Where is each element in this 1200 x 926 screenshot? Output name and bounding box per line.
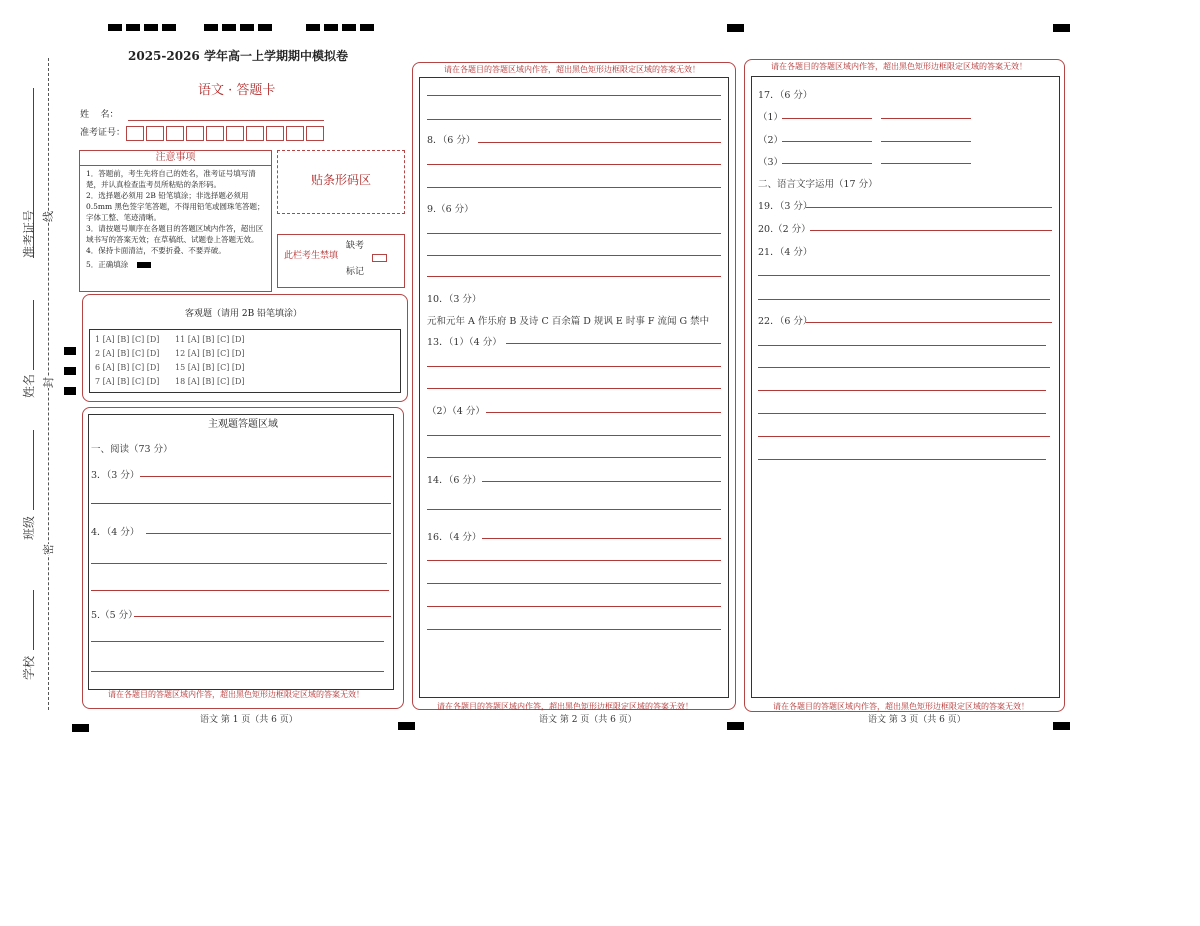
timing-mark	[1053, 722, 1070, 730]
timing-mark	[108, 24, 122, 31]
page-3-footer: 语文 第 3 页（共 6 页）	[868, 715, 966, 725]
answer-line[interactable]	[427, 435, 721, 436]
question-8-label: 8．（6 分）	[427, 135, 476, 146]
digit-cell[interactable]	[126, 126, 144, 141]
digit-cell[interactable]	[226, 126, 244, 141]
binding-seal-label: 封	[42, 377, 55, 388]
boundary-warning: 请在各题目的答题区域内作答，超出黑色矩形边框限定区域的答案无效！	[771, 62, 1027, 71]
sheet-subtitle: 语文 · 答题卡	[198, 83, 276, 98]
digit-cell[interactable]	[246, 126, 264, 141]
binding-class-label: 班级	[22, 515, 36, 540]
answer-line[interactable]	[427, 388, 721, 389]
boundary-warning: 请在各题目的答题区域内作答，超出黑色矩形边框限定区域的答案无效！	[444, 65, 700, 74]
filled-bubble-sample	[137, 262, 151, 268]
answer-line[interactable]	[134, 616, 391, 617]
objective-row-2-left[interactable]: 2 [A] [B] [C] [D]	[95, 349, 160, 358]
answer-line[interactable]	[427, 119, 721, 120]
objective-row-2-right[interactable]: 12 [A] [B] [C] [D]	[175, 349, 245, 358]
question-20-label: 20.（2 分）	[758, 224, 811, 235]
name-field[interactable]	[128, 120, 324, 121]
notice-item: 5．正确填涂	[86, 260, 129, 269]
answer-line[interactable]	[482, 481, 721, 482]
answer-line[interactable]	[427, 366, 721, 367]
timing-mark	[240, 24, 254, 31]
objective-row-4-left[interactable]: 7 [A] [B] [C] [D]	[95, 377, 160, 386]
answer-line[interactable]	[782, 163, 872, 164]
answer-line[interactable]	[881, 163, 971, 164]
timing-mark	[72, 724, 89, 732]
notice-item: 2．选择题必须用 2B 铅笔填涂；非选择题必须用 0.5mm 黑色签字笔答题，不得用铅笔或圆珠笔答题；字体工整、笔迹清晰。	[86, 191, 265, 222]
barcode-label: 贴条形码区	[310, 173, 371, 187]
answer-line[interactable]	[427, 509, 721, 510]
question-21-label: 21．（4 分）	[758, 247, 813, 258]
answer-line[interactable]	[881, 141, 971, 142]
answer-line[interactable]	[146, 533, 391, 534]
exam-number-cells[interactable]	[126, 126, 326, 141]
timing-mark	[342, 24, 356, 31]
question-22-label: 22．（6 分）	[758, 316, 813, 327]
timing-mark	[727, 722, 744, 730]
question-10-label: 10．（3 分）	[427, 294, 482, 305]
question-14-label: 14．（6 分）	[427, 475, 482, 486]
notice-item: 3．请按题号顺序在各题目的答题区域内作答，超出区域书写的答案无效；在草稿纸、试题卷上答题无效。	[86, 224, 264, 244]
timing-mark	[162, 24, 176, 31]
question-3-label: 3．（3 分）	[91, 470, 140, 481]
sheet-title: 2025-2026 学年高一上学期期中模拟卷	[128, 49, 348, 63]
objective-region	[82, 294, 408, 402]
answer-line[interactable]	[91, 590, 389, 591]
section-language-label: 二、语言文字运用（17 分）	[758, 179, 878, 190]
question-17-1-label: （1）	[758, 112, 784, 123]
binding-underline	[33, 430, 34, 510]
answer-line[interactable]	[140, 476, 391, 477]
question-5-label: 5.（5 分）	[91, 610, 138, 621]
boundary-warning: 请在各题目的答题区域内作答，超出黑色矩形边框限定区域的答案无效！	[773, 702, 1029, 711]
answer-line[interactable]	[881, 118, 971, 119]
binding-secret-label: 密	[42, 544, 55, 555]
timing-mark	[204, 24, 218, 31]
page-3-inner	[751, 76, 1060, 698]
question-16-label: 16．（4 分）	[427, 532, 482, 543]
exam-number-label: 准考证号：	[80, 128, 126, 138]
digit-cell[interactable]	[266, 126, 284, 141]
timing-mark	[64, 387, 76, 395]
question-17-label: 17．（6 分）	[758, 90, 813, 101]
answer-line[interactable]	[478, 142, 721, 143]
timing-mark	[64, 367, 76, 375]
question-17-2-label: （2）	[758, 135, 784, 146]
question-19-label: 19．（3 分）	[758, 201, 813, 212]
digit-cell[interactable]	[306, 126, 324, 141]
timing-mark	[64, 347, 76, 355]
answer-line[interactable]	[782, 118, 872, 119]
digit-cell[interactable]	[166, 126, 184, 141]
digit-cell[interactable]	[186, 126, 204, 141]
answer-line[interactable]	[427, 255, 721, 256]
answer-line[interactable]	[427, 95, 721, 96]
question-10-text: 元和元年 A 作乐府 B 及诗 C 百余篇 D 规讽 E 时事 F 流闻 G 禁中	[427, 316, 710, 327]
timing-mark	[222, 24, 236, 31]
answer-line[interactable]	[758, 299, 1050, 300]
subjective-title: 主观题答题区域	[208, 419, 278, 430]
notice-title: 注意事项	[80, 151, 271, 166]
objective-row-1-left[interactable]: 1 [A] [B] [C] [D]	[95, 335, 160, 344]
binding-exam-no-label: 准考证号	[22, 209, 36, 258]
answer-line[interactable]	[758, 275, 1050, 276]
name-label: 姓 名：	[80, 110, 119, 120]
answer-line[interactable]	[758, 436, 1050, 437]
digit-cell[interactable]	[286, 126, 304, 141]
digit-cell[interactable]	[206, 126, 224, 141]
boundary-warning: 请在各题目的答题区域内作答，超出黑色矩形边框限定区域的答案无效！	[108, 690, 364, 699]
answer-line[interactable]	[91, 641, 384, 642]
answer-line[interactable]	[758, 390, 1046, 391]
page-1-footer: 语文 第 1 页（共 6 页）	[200, 715, 298, 725]
question-13-2-label: （2）（4 分）	[427, 406, 485, 417]
answer-line[interactable]	[758, 459, 1046, 460]
answer-line[interactable]	[427, 187, 721, 188]
mark-label: 标记	[346, 267, 365, 277]
objective-title: 客观题（请用 2B 铅笔填涂）	[185, 309, 303, 319]
timing-mark	[126, 24, 140, 31]
answer-line[interactable]	[482, 538, 721, 539]
answer-line[interactable]	[427, 164, 721, 165]
answer-line[interactable]	[427, 233, 721, 234]
answer-line[interactable]	[486, 412, 721, 413]
timing-mark	[1053, 24, 1070, 32]
question-13-1-label: 13．（1）（4 分）	[427, 337, 502, 348]
answer-line[interactable]	[91, 671, 384, 672]
section-reading-label: 一、阅读（73 分）	[91, 444, 173, 455]
answer-line[interactable]	[810, 230, 1052, 231]
subjective-region-inner	[88, 414, 394, 690]
timing-mark	[324, 24, 338, 31]
notice-item: 4．保持卡面清洁，不要折叠、不要弄破。	[86, 246, 226, 255]
question-17-3-label: （3）	[758, 157, 784, 168]
question-9-label: 9.（6 分）	[427, 204, 474, 215]
objective-row-4-right[interactable]: 18 [A] [B] [C] [D]	[175, 377, 245, 386]
answer-line[interactable]	[91, 503, 391, 504]
digit-cell[interactable]	[146, 126, 164, 141]
boundary-warning: 请在各题目的答题区域内作答，超出黑色矩形边框限定区域的答案无效！	[437, 702, 693, 711]
binding-underline	[33, 590, 34, 650]
binding-underline	[33, 300, 34, 370]
timing-mark	[360, 24, 374, 31]
answer-line[interactable]	[427, 583, 721, 584]
answer-line[interactable]	[782, 141, 872, 142]
binding-school-label: 学校	[22, 655, 36, 680]
timing-mark	[258, 24, 272, 31]
notice-box	[79, 150, 272, 292]
answer-line[interactable]	[758, 413, 1046, 414]
binding-name-label: 姓名	[22, 373, 36, 398]
absent-label: 缺考	[346, 241, 365, 251]
forbidden-note: 此栏考生禁填	[284, 251, 339, 261]
answer-line[interactable]	[427, 629, 721, 630]
timing-mark	[727, 24, 744, 32]
answer-line[interactable]	[427, 606, 721, 607]
answer-line[interactable]	[758, 367, 1050, 368]
page-2-footer: 语文 第 2 页（共 6 页）	[539, 715, 637, 725]
answer-line[interactable]	[427, 276, 721, 277]
objective-row-3-left[interactable]: 6 [A] [B] [C] [D]	[95, 363, 160, 372]
objective-row-3-right[interactable]: 15 [A] [B] [C] [D]	[175, 363, 245, 372]
answer-line[interactable]	[427, 560, 721, 561]
question-4-label: 4．（4 分）	[91, 527, 140, 538]
notice-item: 1．答题前，考生先将自己的姓名，准考证号填写清楚，并认真检查监考员所粘贴的条形码。	[86, 169, 256, 189]
absent-mark-box[interactable]	[372, 254, 387, 262]
absent-box	[277, 234, 405, 288]
binding-line-label: 线	[42, 211, 55, 222]
answer-line[interactable]	[427, 457, 721, 458]
barcode-area	[277, 150, 405, 214]
answer-line[interactable]	[91, 563, 387, 564]
timing-mark	[306, 24, 320, 31]
timing-mark	[144, 24, 158, 31]
objective-row-1-right[interactable]: 11 [A] [B] [C] [D]	[175, 335, 245, 344]
answer-line[interactable]	[806, 322, 1052, 323]
answer-line[interactable]	[758, 345, 1046, 346]
notice-item-fill-sample	[86, 259, 267, 270]
timing-mark	[398, 722, 415, 730]
answer-line[interactable]	[806, 207, 1052, 208]
answer-line[interactable]	[506, 343, 721, 344]
